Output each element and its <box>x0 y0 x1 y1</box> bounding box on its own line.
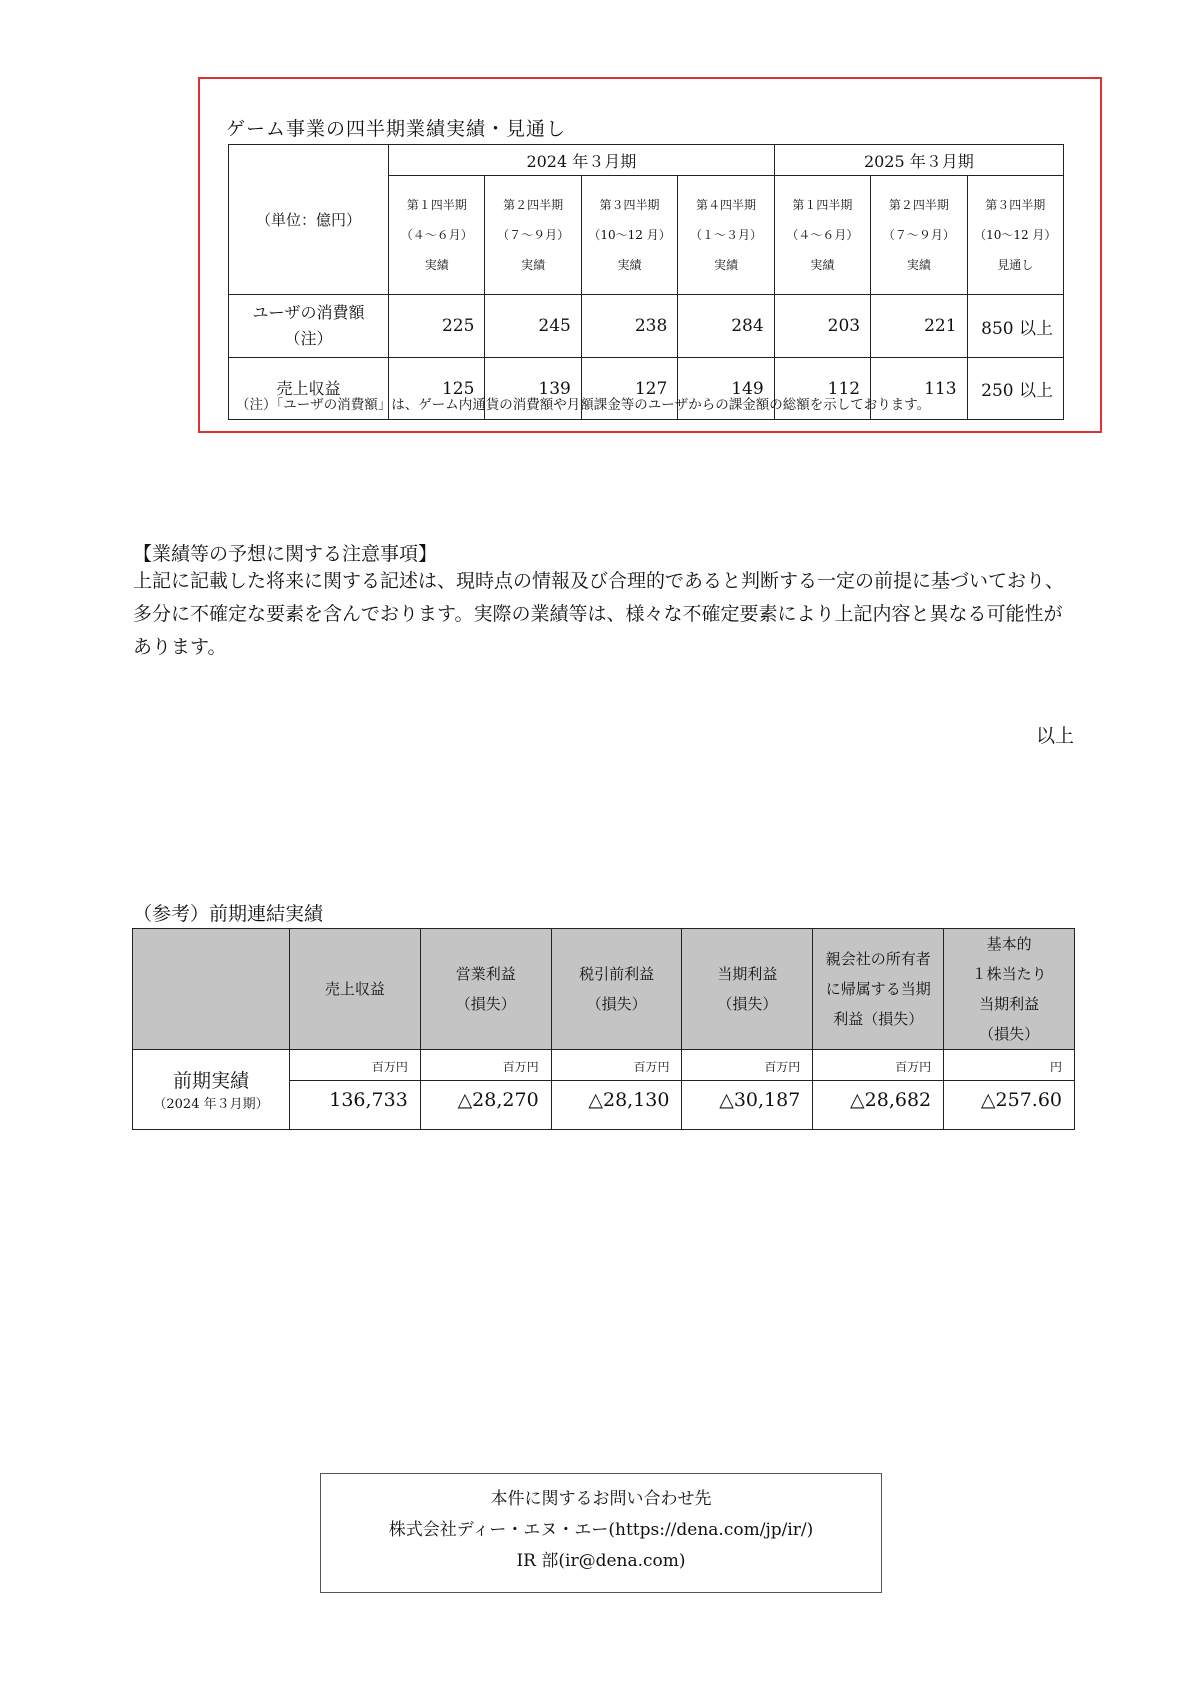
table-cell: 113 <box>871 358 967 420</box>
table-cell: △28,270 <box>420 1081 551 1130</box>
quarter-header: 第３四半期 （10～12 月） 実績 <box>581 176 677 295</box>
table-cell: 850 以上 <box>967 295 1063 358</box>
table-cell: △28,682 <box>813 1081 944 1130</box>
column-header: 営業利益 （損失） <box>420 929 551 1050</box>
period-header-fy2025: 2025 年３月期 <box>774 145 1063 176</box>
table-cell: 245 <box>485 295 581 358</box>
table-cell: △28,130 <box>551 1081 682 1130</box>
caution-heading: 【業績等の予想に関する注意事項】 <box>133 543 438 565</box>
unit-label: （単位：億円） <box>229 145 389 295</box>
unit-label: 円 <box>944 1050 1075 1081</box>
table-cell: △257.60 <box>944 1081 1075 1130</box>
table-row <box>229 295 1064 358</box>
row-label: 売上収益 <box>229 358 389 420</box>
table-cell: 225 <box>389 295 485 358</box>
table-cell: 139 <box>485 358 581 420</box>
caution-paragraph: 上記に記載した将来に関する記述は、現時点の情報及び合理的であると判断する一定の前提に基づいており、多分に不確定な要素を含んでおります。実際の業績等は、様々な不確定要素により上記内容と異なる可能性があります。 <box>133 570 1065 658</box>
unit-label: 百万円 <box>290 1050 421 1081</box>
closing-mark: 以上 <box>1035 725 1074 747</box>
column-header: 売上収益 <box>290 929 421 1050</box>
game-quarterly-table <box>228 144 1064 420</box>
table-cell: 112 <box>774 358 870 420</box>
unit-label: 百万円 <box>420 1050 551 1081</box>
game-table-title: ゲーム事業の四半期業績実績・見通し <box>226 118 567 140</box>
table-cell: 203 <box>774 295 870 358</box>
contact-department: IR 部(ir@dena.com) <box>516 1551 686 1571</box>
row-label: ユーザの消費額 （注） <box>229 295 389 358</box>
reference-heading: （参考）前期連結実績 <box>133 903 324 925</box>
column-header: 基本的 １株当たり 当期利益 （損失） <box>944 929 1075 1050</box>
reference-results-table <box>132 928 1075 1130</box>
table-cell: 149 <box>678 358 774 420</box>
table-cell: 127 <box>581 358 677 420</box>
contact-company: 株式会社ディー・エヌ・エー(https://dena.com/jp/ir/) <box>388 1520 814 1540</box>
table-cell: 284 <box>678 295 774 358</box>
contact-box <box>320 1473 882 1593</box>
game-table-note: （注）「ユーザの消費額」は、ゲーム内通貨の消費額や月額課金等のユーザからの課金額の総額を示しております。 <box>236 397 931 413</box>
table-cell: 238 <box>581 295 677 358</box>
quarter-header: 第１四半期 （４～６月） 実績 <box>389 176 485 295</box>
quarter-header: 第３四半期 （10～12 月） 見通し <box>967 176 1063 295</box>
quarter-header: 第２四半期 （７～９月） 実績 <box>485 176 581 295</box>
period-header-fy2024: 2024 年３月期 <box>389 145 775 176</box>
contact-heading: 本件に関するお問い合わせ先 <box>490 1489 712 1509</box>
table-cell: 125 <box>389 358 485 420</box>
quarter-header: 第２四半期 （７～９月） 実績 <box>871 176 967 295</box>
column-header: 親会社の所有者 に帰属する当期 利益（損失） <box>813 929 944 1050</box>
table-cell: 136,733 <box>290 1081 421 1130</box>
table-cell: △30,187 <box>682 1081 813 1130</box>
unit-label: 百万円 <box>551 1050 682 1081</box>
column-header: 当期利益 （損失） <box>682 929 813 1050</box>
quarter-header: 第４四半期 （１～３月） 実績 <box>678 176 774 295</box>
row-label: 前期実績 （2024 年３月期） <box>133 1050 290 1130</box>
table-cell: 250 以上 <box>967 358 1063 420</box>
unit-label: 百万円 <box>813 1050 944 1081</box>
unit-label: 百万円 <box>682 1050 813 1081</box>
column-header: 税引前利益 （損失） <box>551 929 682 1050</box>
header-blank-cell <box>133 929 290 1050</box>
quarter-header: 第１四半期 （４～６月） 実績 <box>774 176 870 295</box>
table-cell: 221 <box>871 295 967 358</box>
